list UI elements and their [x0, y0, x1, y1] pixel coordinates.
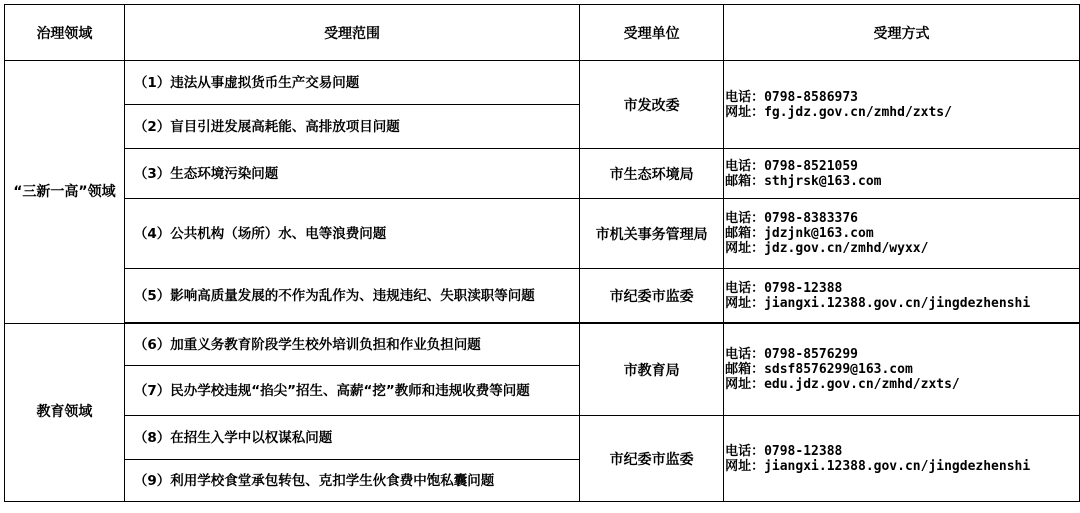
scope-cell: （8）在招生入学中以权谋私问题 [124, 416, 579, 460]
table-row [5, 61, 1080, 105]
unit-jiguan: 市机关事务管理局 [580, 199, 724, 269]
header-scope: 受理范围 [124, 5, 579, 61]
header-unit: 受理单位 [580, 5, 724, 61]
contact-jiwei-edu: 电话：0798-12388 网址：jiangxi.12388.gov.cn/jingdezhenshi [724, 416, 1080, 502]
header-method: 受理方式 [724, 5, 1080, 61]
table-row [5, 199, 1080, 269]
contact-jiwei: 电话：0798-12388 网址：jiangxi.12388.gov.cn/jingdezhenshi [724, 269, 1080, 323]
unit-fagai: 市发改委 [580, 61, 724, 149]
table-row [5, 269, 1080, 323]
scope-cell: （2）盲目引进发展高耗能、高排放项目问题 [124, 105, 579, 149]
scope-cell: （7）民办学校违规“掐尖”招生、高薪“挖”教师和违规收费等问题 [124, 366, 579, 416]
contact-fagai: 电话：0798-8586973 网址：fg.jdz.gov.cn/zmhd/zxts/ [724, 61, 1080, 149]
header-area: 治理领域 [5, 5, 125, 61]
contact-jiguan: 电话：0798-8383376 邮箱：jdzjnk@163.com 网址：jdz.gov.cn/zmhd/wyxx/ [724, 199, 1080, 269]
table-row [5, 149, 1080, 199]
scope-cell: （3）生态环境污染问题 [124, 149, 579, 199]
scope-cell: （6）加重义务教育阶段学生校外培训负担和作业负担问题 [124, 324, 579, 366]
table-row [5, 416, 1080, 460]
governance-table [4, 4, 1080, 502]
area-education: 教育领域 [5, 324, 125, 502]
scope-cell: （4）公共机构（场所）水、电等浪费问题 [124, 199, 579, 269]
unit-shengtai: 市生态环境局 [580, 149, 724, 199]
header-row [5, 5, 1080, 61]
contact-jiaoyu: 电话：0798-8576299 邮箱：sdsf8576299@163.com 网址：edu.jdz.gov.cn/zmhd/zxts/ [724, 324, 1080, 416]
table-row [5, 324, 1080, 366]
scope-cell: （9）利用学校食堂承包转包、克扣学生伙食费中饱私囊问题 [124, 460, 579, 502]
contact-shengtai: 电话：0798-8521059 邮箱：sthjrsk@163.com [724, 149, 1080, 199]
unit-jiwei-edu: 市纪委市监委 [580, 416, 724, 502]
unit-jiaoyu: 市教育局 [580, 324, 724, 416]
scope-cell: （5）影响高质量发展的不作为乱作为、违规违纪、失职渎职等问题 [124, 269, 579, 323]
unit-jiwei: 市纪委市监委 [580, 269, 724, 323]
area-sanxin: “三新一高”领域 [5, 61, 125, 324]
scope-cell: （1）违法从事虚拟货币生产交易问题 [124, 61, 579, 105]
